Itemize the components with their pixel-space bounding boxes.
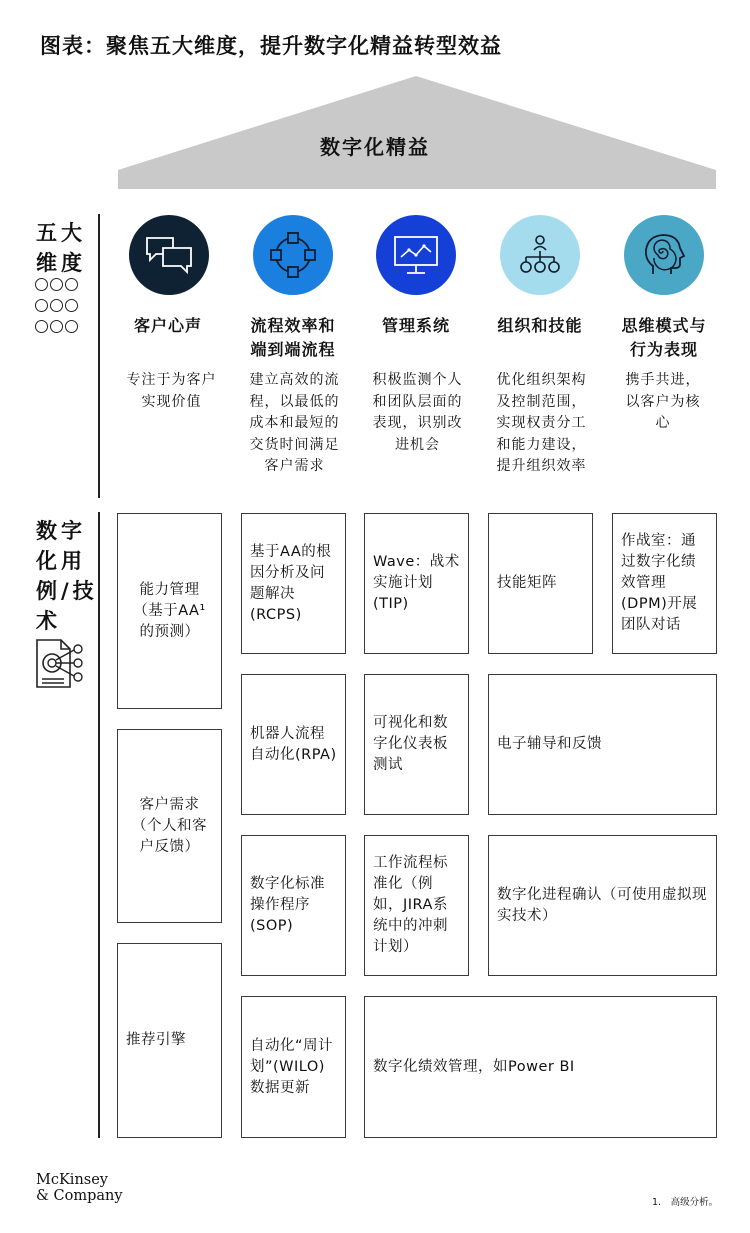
usecase-power-bi: [364, 996, 717, 1138]
logo-line2: & Company: [36, 1188, 123, 1204]
usecase-text: Wave：战术实施计划 (TIP): [373, 554, 460, 612]
roof-label: 数字化精益: [320, 135, 430, 159]
usecases-label-line3: 例/技: [36, 579, 98, 603]
usecase-digital-confirmation: [488, 835, 717, 976]
dimension-2-circle: [253, 215, 333, 295]
usecase-customer-demand: [117, 729, 222, 923]
usecase-text: 工作流程标准化（例如，JIRA系统中的冲刺计划）: [373, 855, 448, 955]
usecase-wilo: [241, 996, 346, 1138]
document-target-icon: [34, 638, 86, 690]
speech-bubbles-icon: [144, 235, 194, 275]
dimension-5-circle: [624, 215, 704, 295]
logo-line1: McKinsey: [36, 1172, 108, 1188]
footnote: 1. 高级分析。: [652, 1197, 719, 1208]
usecase-text: 数字化标准操作程序 (SOP): [250, 876, 325, 934]
usecase-text: 可视化和数字化仪表板测试: [373, 715, 448, 773]
usecase-text: 能力管理（基于AA¹的预测）: [133, 581, 206, 640]
usecase-workflow: [364, 835, 469, 976]
usecases-label-line2: 化用: [36, 549, 86, 573]
dimensions-label-line1: 五大: [36, 221, 86, 245]
usecase-tip: [364, 513, 469, 654]
usecase-capacity-management: [117, 513, 222, 709]
dimension-4-circle: [500, 215, 580, 295]
usecase-sop: [241, 835, 346, 976]
dimension-4-desc: 优化组织架构及控制范围，实现权责分工和能力建设，提升组织效率: [496, 372, 587, 474]
head-spiral-icon: [639, 230, 689, 280]
usecase-rpa: [241, 674, 346, 815]
usecases-label-line1: 数字: [36, 519, 86, 543]
mckinsey-logo: [36, 1172, 123, 1204]
monitor-chart-icon: [391, 233, 441, 277]
dimension-3-desc: 积极监测个人和团队层面的表现，识别改进机会: [372, 372, 463, 453]
usecase-rcps: [241, 513, 346, 654]
dimension-1-circle: [129, 215, 209, 295]
usecase-text: 数字化进程确认（可使用虚拟现实技术）: [497, 886, 707, 924]
dimension-1-title: 客户心声: [133, 316, 202, 335]
usecase-text: 推荐引擎: [126, 1032, 186, 1048]
usecases-label-line4: 术: [36, 609, 61, 633]
roof-shape: [0, 0, 750, 200]
usecase-war-room: [612, 513, 717, 654]
dimension-5-desc: 携手共进，以客户为核心: [625, 372, 701, 431]
dimension-3-circle: [376, 215, 456, 295]
usecase-text: 数字化绩效管理，如Power BI: [373, 1058, 575, 1075]
network-nodes-icon: [268, 230, 318, 280]
dots-icon: [35, 278, 87, 341]
dimension-1-desc: 专注于为客户实现价值: [126, 372, 217, 410]
usecases-section-label: [36, 516, 98, 636]
usecase-text: 机器人流程自动化(RPA): [250, 725, 337, 763]
page-title: 图表：聚焦五大维度，提升数字化精益转型效益: [40, 34, 502, 58]
usecase-recommendation-engine: [117, 943, 222, 1138]
usecase-e-coaching: [488, 674, 717, 815]
usecase-text: 技能矩阵: [497, 575, 557, 591]
dimension-2-title: 流程效率和端到端流程: [250, 316, 336, 359]
usecase-text: 电子辅导和反馈: [497, 736, 602, 752]
dimension-5-title: 思维模式与行为表现: [621, 316, 707, 359]
usecase-text: 作战室：通过数字化绩效管理 (DPM)开展团队对话: [621, 533, 698, 633]
usecase-text: 基于AA的根因分析及问题解决 (RCPS): [250, 543, 332, 623]
usecases-divider: [98, 512, 100, 1138]
dimensions-label-line2: 维度: [36, 251, 86, 275]
usecase-dashboard: [364, 674, 469, 815]
dimension-2-desc: 建立高效的流程，以最低的成本和最短的交货时间满足客户需求: [249, 372, 340, 474]
dimension-3-title: 管理系统: [381, 316, 450, 335]
usecase-text: 自动化“周计划”(WILO)数据更新: [250, 1037, 334, 1096]
dimensions-section-label: [36, 218, 86, 278]
usecase-skills-matrix: [488, 513, 593, 654]
dimensions-divider: [98, 214, 100, 498]
dimension-4-title: 组织和技能: [497, 316, 583, 335]
usecase-text: 客户需求（个人和客户反馈）: [132, 796, 207, 855]
org-chart-icon: [515, 233, 565, 277]
